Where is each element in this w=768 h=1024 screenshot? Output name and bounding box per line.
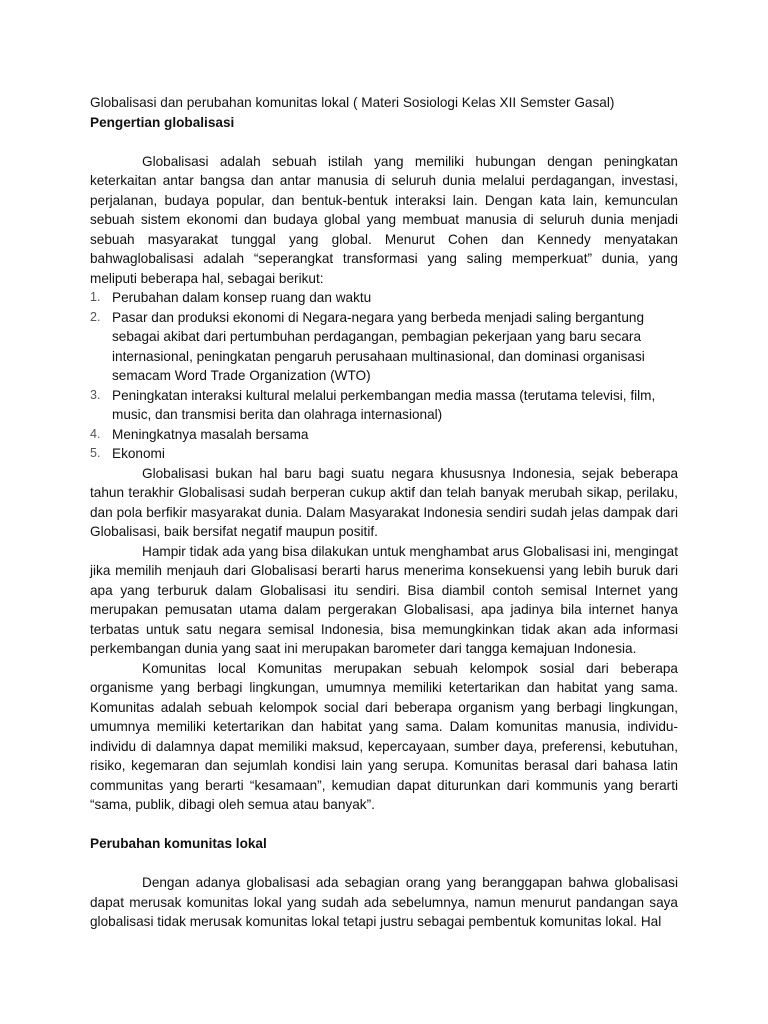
document-page	[90, 93, 678, 932]
list-item	[90, 288, 678, 308]
list-item	[90, 444, 678, 464]
list-number: 5.	[90, 446, 101, 460]
list-item	[90, 425, 678, 445]
list-item-text: Pasar dan produksi ekonomi di Negara-negara yang berbeda menjadi saling bergantung sebagai akibat dari pertumbuhan perdagangan, pembagian pekerjaan yang baru secara internasional, peningkatan pengaruh perusahaan multinasional, dan dominasi organisasi semacam Word Trade Organization (WTO)	[112, 309, 645, 383]
list-number: 1.	[90, 290, 101, 304]
paragraph-komunitas-local: Komunitas local Komunitas merupakan sebuah kelompok sosial dari beberapa organisme yang berbagi lingkungan, umumnya memiliki ketertarikan dan habitat yang sama. Komunitas adalah sebuah kelompok social dari beberapa organism yang berbagi lingkungan, umumnya memiliki ketertarikan dan habitat yang sama. Dalam komunitas manusia, individu-individu di dalamnya dapat memiliki maksud, kepercayaan, sumber daya, preferensi, kebutuhan, risiko, kegemaran dan sejumlah kondisi lain yang serupa. Komunitas berasal dari bahasa latin communitas yang berarti “kesamaan”, kemudian dapat diturunkan dari kommunis yang berarti “sama, publik, dibagi oleh semua atau banyak”.	[90, 660, 678, 812]
list-item-text: Meningkatnya masalah bersama	[112, 426, 309, 442]
list-item-text: Ekonomi	[112, 446, 165, 461]
heading-pengertian-globalisasi: Pengertian globalisasi	[90, 114, 235, 130]
list-item	[90, 308, 678, 386]
document-title: Globalisasi dan perubahan komunitas lokal ( Materi Sosiologi Kelas XII Semster Gasal)	[90, 95, 615, 110]
list-item-text: Peningkatan interaksi kultural melalui perkembangan media massa (terutama televisi, film, music, dan transmisi berita dan olahraga internasional)	[112, 387, 656, 422]
list-number: 2.	[90, 309, 101, 324]
heading-perubahan-komunitas-lokal: Perubahan komunitas lokal	[90, 836, 267, 851]
paragraph-definition: Globalisasi adalah sebuah istilah yang memiliki hubungan dengan peningkatan keterkaitan antar bangsa dan antar manusia di seluruh dunia melalui perdagangan, investasi, perjalanan, budaya popular, dan bentuk-bentuk interaksi lain. Dengan kata lain, kemunculan sebuah sistem ekonomi dan budaya global yang membuat manusia di seluruh dunia menjadi sebuah masyarakat tunggal yang global. Menurut Cohen dan Kennedy menyatakan bahwaglobalisasi adalah “seperangkat transformasi yang saling memperkuat” dunia, yang meliputi beberapa hal, sebagai berikut:	[90, 153, 678, 286]
paragraph-perubahan-komunitas: Dengan adanya globalisasi ada sebagian orang yang beranggapan bahwa globalisasi dapat merusak komunitas lokal yang sudah ada sebelumnya, namun menurut pandangan saya globalisasi tidak merusak komunitas lokal tetapi justru sebagai pembentuk komunitas lokal. Hal	[90, 875, 678, 929]
paragraph-globalisasi-indonesia: Globalisasi bukan hal baru bagi suatu negara khususnya Indonesia, sejak beberapa tahun terakhir Globalisasi sudah berperan cukup aktif dan telah banyak merubah sikap, perilaku, dan pola berfikir masyarakat dunia. Dalam Masyarakat Indonesia sendiri sudah jelas dampak dari Globalisasi, baik bersifat negatif maupun positif.	[90, 465, 678, 539]
list-number: 3.	[90, 387, 101, 402]
list-item-text: Perubahan dalam konsep ruang dan waktu	[112, 290, 372, 305]
numbered-list	[90, 288, 678, 464]
list-item	[90, 386, 678, 425]
paragraph-arus-globalisasi: Hampir tidak ada yang bisa dilakukan untuk menghambat arus Globalisasi ini, mengingat jika memilih menjauh dari Globalisasi berarti harus menerima konsekuensi yang lebih buruk dari apa yang terburuk dalam Globalisasi itu sendiri. Bisa diambil contoh semisal Internet yang merupakan pemusatan utama dalam pergerakan Globalisasi, apa jadinya bila internet hanya terbatas untuk satu negara semisal Indonesia, bisa memungkinkan tidak akan ada informasi perkembangan dunia yang saat ini merupakan barometer dari tangga kemajuan Indonesia.	[90, 543, 678, 656]
list-number: 4.	[90, 426, 101, 441]
